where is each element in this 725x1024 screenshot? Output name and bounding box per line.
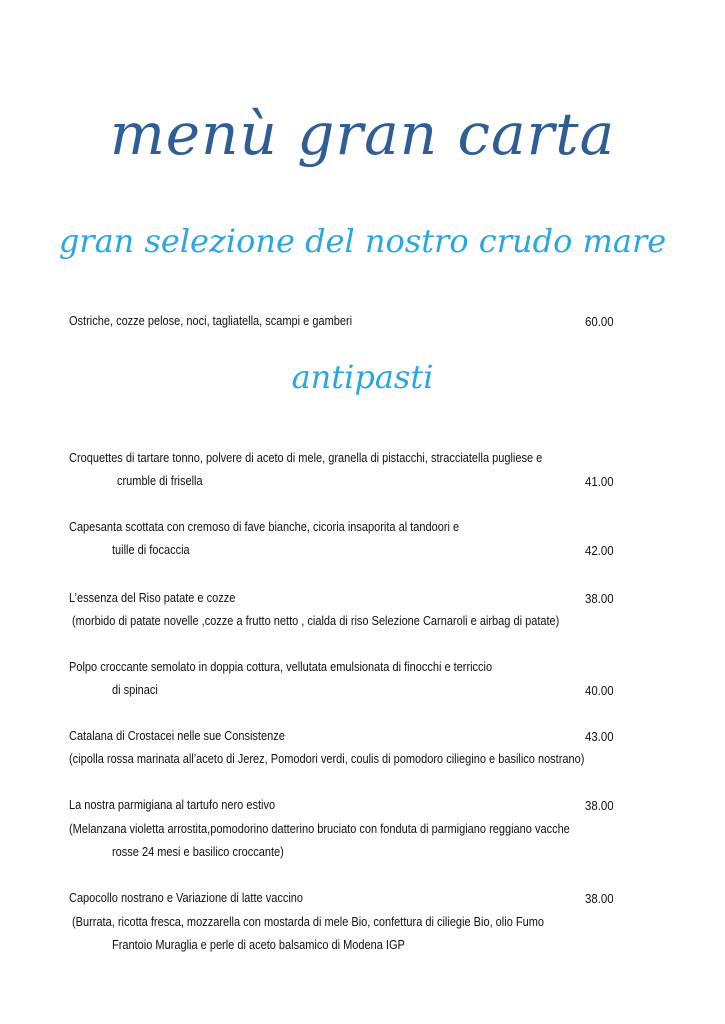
dish-catalana-line2: (cipolla rossa marinata all’aceto di Jerez, Pomodori verdi, coulis di pomodoro ciliegino e basilico nostrano) <box>69 752 585 766</box>
dish-riso-price: 38.00 <box>585 591 614 606</box>
dish-catalana-price: 43.00 <box>585 729 614 744</box>
dish-croquettes-price: 41.00 <box>585 474 614 489</box>
dish-polpo-price: 40.00 <box>585 683 614 698</box>
dish-capocollo-line3: Frantoio Muraglia e perle di aceto balsamico di Modena IGP <box>112 938 405 952</box>
dish-parmigiana-line2: (Melanzana violetta arrostita,pomodorino datterino bruciato con fonduta di parmigiano reggiano vacche <box>69 822 570 836</box>
dish-croquettes-line2: crumble di frisella <box>117 474 203 488</box>
dish-parmigiana-price: 38.00 <box>585 798 614 813</box>
dish-capocollo-line2: (Burrata, ricotta fresca, mozzarella con mostarda di mele Bio, confettura di ciliegie Bio, olio Fumo <box>72 915 544 929</box>
antipasti-heading: antipasti <box>291 358 434 396</box>
dish-croquettes-line1: Croquettes di tartare tonno, polvere di aceto di mele, granella di pistacchi, stracciatella pugliese e <box>69 451 543 465</box>
dish-capocollo-line1: Capocollo nostrano e Variazione di latte vaccino <box>69 891 303 905</box>
dish-riso-line2: (morbido di patate novelle ,cozze a frutto netto , cialda di riso Selezione Carnaroli e airbag di patate) <box>72 614 560 628</box>
crudo-section-heading: gran selezione del nostro crudo mare <box>58 222 667 260</box>
dish-catalana-line1: Catalana di Crostacei nelle sue Consistenze <box>69 729 285 743</box>
dish-parmigiana-line3: rosse 24 mesi e basilico croccante) <box>112 845 284 859</box>
dish-capesanta-line2: tuille di focaccia <box>112 543 190 557</box>
dish-capocollo-price: 38.00 <box>585 891 614 906</box>
crudo-description: Ostriche, cozze pelose, noci, tagliatella, scampi e gamberi <box>69 314 353 328</box>
dish-capesanta-price: 42.00 <box>585 543 614 558</box>
crudo-price: 60.00 <box>585 314 614 329</box>
dish-capesanta-line1: Capesanta scottata con cremoso di fave bianche, cicoria insaporita al tandoori e <box>69 520 460 534</box>
menu-title: menù gran carta <box>109 100 616 168</box>
dish-polpo-line2: di spinaci <box>112 683 158 697</box>
dish-riso-line1: L’essenza del Riso patate e cozze <box>69 591 236 605</box>
dish-parmigiana-line1: La nostra parmigiana al tartufo nero estivo <box>69 798 276 812</box>
dish-polpo-line1: Polpo croccante semolato in doppia cottura, vellutata emulsionata di finocchi e terriccio <box>69 660 493 674</box>
